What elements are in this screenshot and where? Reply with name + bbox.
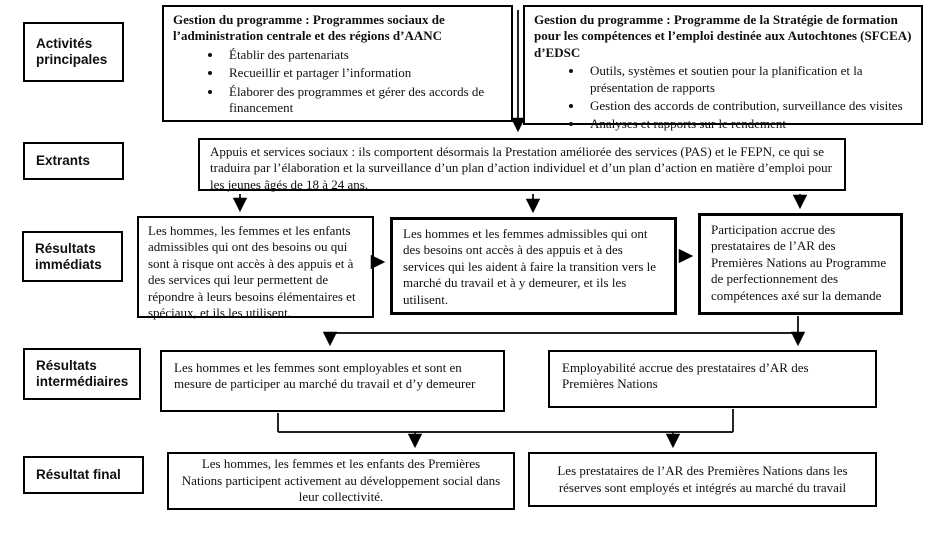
activities-box-aanc-bullets bbox=[173, 47, 502, 117]
row-label-activites-principales bbox=[23, 22, 124, 82]
row-label-text: Résultats intermédiaires bbox=[36, 358, 129, 389]
immediate-result-box-1 bbox=[137, 216, 374, 318]
immediate-result-box-3 bbox=[698, 213, 903, 315]
bullet-item: • Élaborer des programmes et gérer des accords de financement bbox=[223, 84, 502, 117]
intermediate-result-box-1 bbox=[160, 350, 505, 412]
row-label-text: Résultat final bbox=[36, 467, 121, 483]
bullet-item: • Gestion des accords de contribution, surveillance des visites bbox=[584, 98, 912, 114]
immediate-result-text: Les hommes et les femmes admissibles qui ont des besoins ont accès à des appuis et à des services qui les aident à faire la transition vers le marché du travail et à y demeurer, et ils les utilisent. bbox=[403, 226, 657, 307]
row-label-text: Activités principales bbox=[36, 36, 108, 67]
final-result-box-1 bbox=[167, 452, 515, 510]
intermediate-result-text: Les hommes et les femmes sont employables et sont en mesure de participer au marché du travail et d’y demeurer bbox=[174, 360, 476, 392]
activities-box-edsc bbox=[523, 5, 923, 132]
bullet-item: • Analyses et rapports sur le rendement bbox=[584, 116, 912, 132]
row-label-text: Extrants bbox=[36, 153, 91, 169]
final-result-box-2 bbox=[528, 452, 877, 507]
row-label-resultat-final bbox=[23, 456, 144, 494]
intermediate-result-text: Employabilité accrue des prestataires d’AR des Premières Nations bbox=[562, 360, 809, 392]
row-label-extrants bbox=[23, 142, 124, 180]
final-result-text: Les prestataires de l’AR des Premières Nations dans les réserves sont employés et intégrés au marché du travail bbox=[557, 463, 848, 495]
arrow-immediate-3-to-intermediate-1 bbox=[330, 333, 798, 344]
activities-box-edsc-title: Gestion du programme : Programme de la Stratégie de formation pour les compétences et l’emploi destinée aux Autochtones (SFCEA) d’EDSC bbox=[534, 12, 912, 60]
extrants-text: Appuis et services sociaux : ils comportent désormais la Prestation améliorée des services (PAS) et le FEPN, ce qui se traduira par l’élaboration et la surveillance d’un plan d’action individuel et d’un plan d’action en matière d’emploi pour les jeunes âgés de 18 à 24 ans. bbox=[210, 144, 832, 192]
immediate-result-text: Les hommes, les femmes et les enfants admissibles qui ont des besoins ou qui sont à risque ont accès à des appuis et à des services qui leur permettent de répondre à leurs besoins élémentaires et spéciaux, et ils les utilisent. bbox=[148, 223, 356, 320]
immediate-result-text: Participation accrue des prestataires de l’AR des Premières Nations au Programme de perfectionnement des compétences axé sur la demande bbox=[711, 222, 887, 303]
final-result-text: Les hommes, les femmes et les enfants des Premières Nations participent activement au développement social dans leur collectivité. bbox=[181, 456, 501, 505]
bullet-item: • Outils, systèmes et soutien pour la planification et la présentation de rapports bbox=[584, 63, 912, 96]
activities-box-aanc-title: Gestion du programme : Programmes sociaux de l’administration centrale et des régions d’AANC bbox=[173, 12, 445, 44]
immediate-result-box-2 bbox=[390, 217, 677, 315]
activities-box-edsc-bullets bbox=[534, 63, 912, 133]
row-label-resultats-immediats bbox=[22, 231, 123, 282]
bullet-item: • Établir des partenariats bbox=[223, 47, 502, 63]
row-label-text: Résultats immédiats bbox=[35, 240, 102, 272]
bullet-item: • Recueillir et partager l’information bbox=[223, 65, 502, 81]
extrants-box bbox=[198, 138, 846, 191]
activities-box-aanc bbox=[162, 5, 513, 122]
intermediate-result-box-2 bbox=[548, 350, 877, 408]
row-label-resultats-intermediaires bbox=[23, 348, 141, 400]
